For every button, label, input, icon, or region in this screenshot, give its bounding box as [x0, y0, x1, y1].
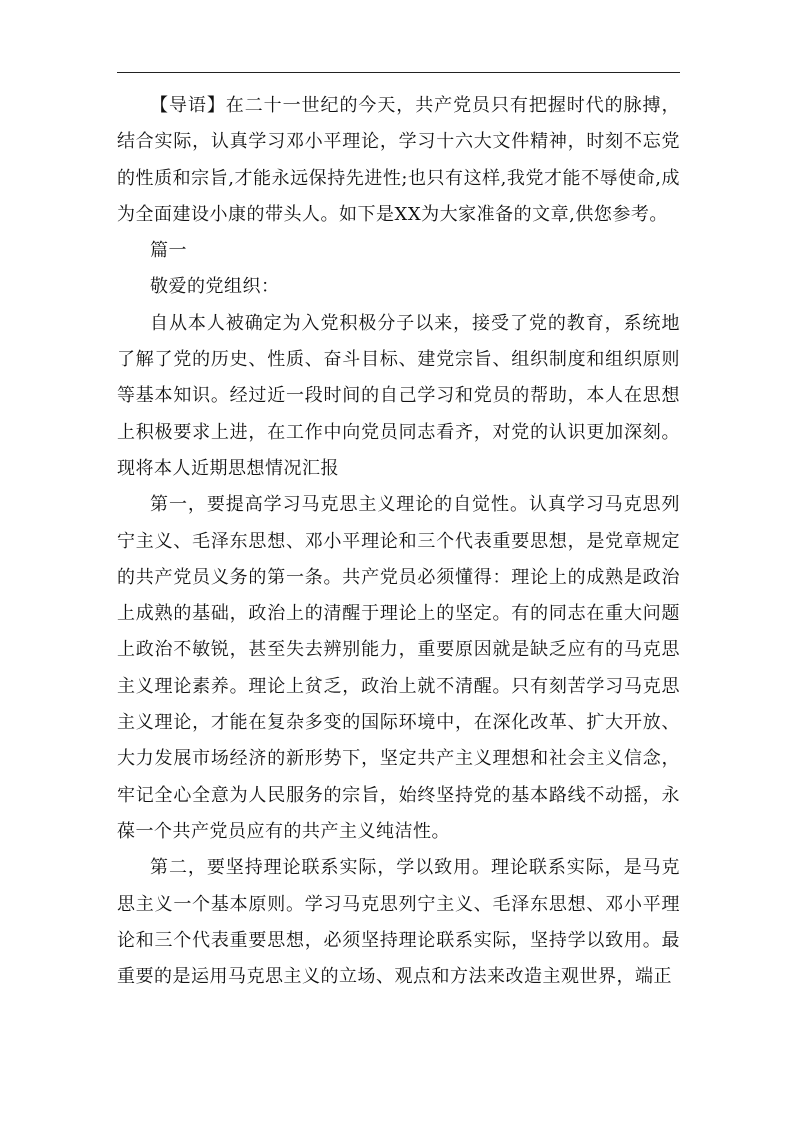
body-paragraph: 第二，要坚持理论联系实际，学以致用。理论联系实际，是马克思主义一个基本原则。学习马克思列宁主义、毛泽东思想、邓小平理论和三个代表重要思想，必须坚持理论联系实际，坚持学以致用。最重要的是运用马克思主义的立场、观点和方法来改造主观世界，端正	[117, 857, 680, 988]
document-body	[117, 88, 680, 995]
header-rule	[117, 72, 680, 73]
intro-paragraph: 【导语】在二十一世纪的今天，共产党员只有把握时代的脉搏，结合实际，认真学习邓小平理论，学习十六大文件精神，时刻不忘党的性质和宗旨,才能永远保持先进性;也只有这样,我党才能不辱使命,成为全面建设小康的带头人。如下是XX为大家准备的文章,供您参考。	[117, 95, 680, 225]
salutation: 敬爱的党组织：	[150, 276, 280, 298]
section-heading: 篇一	[150, 240, 187, 262]
body-paragraph: 自从本人被确定为入党积极分子以来，接受了党的教育，系统地了解了党的历史、性质、奋斗目标、建党宗旨、组织制度和组织原则等基本知识。经过近一段时间的自己学习和党员的帮助，本人在思想上积极要求上进，在工作中向党员同志看齐，对党的认识更加深刻。现将本人近期思想情况汇报	[117, 312, 680, 479]
body-paragraph: 第一，要提高学习马克思主义理论的自觉性。认真学习马克思列宁主义、毛泽东思想、邓小平理论和三个代表重要思想，是党章规定的共产党员义务的第一条。共产党员必须懂得：理论上的成熟是政治上成熟的基础，政治上的清醒于理论上的坚定。有的同志在重大问题上政治不敏锐，甚至失去辨别能力，重要原因就是缺乏应有的马克思主义理论素养。理论上贫乏，政治上就不清醒。只有刻苦学习马克思主义理论，才能在复杂多变的国际环境中，在深化改革、扩大开放、大力发展市场经济的新形势下，坚定共产主义理想和社会主义信念，牢记全心全意为人民服务的宗旨，始终坚持党的基本路线不动摇，永葆一个共产党员应有的共产主义纯洁性。	[117, 494, 680, 842]
